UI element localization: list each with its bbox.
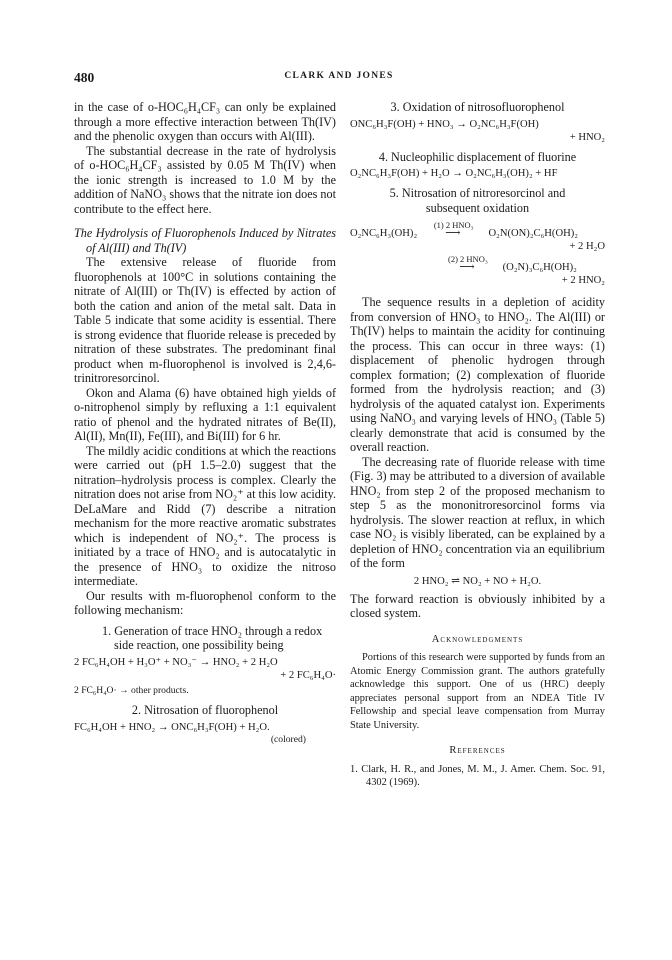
right-column xyxy=(350,100,605,790)
paragraph: Okon and Alama (6) have obtained high yields of o-nitrophenol simply by refluxing a 1:1 equivalent ratio of phenol and the hydrated nitrates of Be(II), Al(II), Mn(II), Fe(III), and Bi(III) for 6 hr. xyxy=(74,385,336,443)
page-number: 480 xyxy=(74,70,95,85)
reaction-arrow: (1) 2 HNO₃ ⟶ xyxy=(433,220,474,239)
paragraph: Our results with m-fluorophenol conform to the following mechanism: xyxy=(74,588,336,617)
references-title: References xyxy=(449,745,506,756)
arrow-label-2: (2) 2 HNO₃ xyxy=(448,254,488,264)
equation-5-product-2: (O₂N)₃C₆H(OH)₂ xyxy=(502,262,577,273)
paragraph: The decreasing rate of fluoride release with time (Fig. 3) may be attributed to a diversion of available HNO₂ from step 2 of the proposed mechanism to step 5 as the mononitroresorcinol forms via hydrolysis. The slower reaction at reflux, in which case NO₂ is visibly liberated, can be explained by a depletion of HNO₂ concentration via an equilibrium of the form xyxy=(350,454,605,570)
equation-1a: 2 FC₆H₄OH + H₃O⁺ + NO₃⁻ → HNO₂ + 2 H₂O xyxy=(74,656,278,668)
equation-5-product-1: O₂N(ON)₂C₆H(OH)₂ xyxy=(488,228,578,239)
mechanism-step-3: 3. Oxidation of nitrosofluorophenol xyxy=(390,100,565,114)
mechanism-step-4: 4. Nucleophilic displacement of fluorine xyxy=(378,149,577,164)
paragraph: The sequence results in a depletion of acidity from conversion of HNO₃ to HNO₂. The Al(III) or Th(IV) helps to maintain the acidity for continuing the process. This can occur in three ways: (1) displacement of phenolic hydrogen through complex formation; (2) complexation of fluoride formed from the hydrolysis reaction; and (3) hydrolysis of the aquated catalyst ion. Experiments using NaNO₃ and varying levels of HNO₃ (Table 5) clearly demonstrate that acid is consumed by the overall reaction. xyxy=(350,295,605,454)
reference-item: 1. Clark, H. R., and Jones, M. M., J. Amer. Chem. Soc. 91, 4302 (1969). xyxy=(350,763,605,788)
mechanism-step-2: 2. Nitrosation of fluorophenol xyxy=(131,703,279,717)
paragraph: The extensive release of fluoride from fluorophenols at 100°C in solutions containing the nitrate of Al(III) or Th(IV) is effected by action of both the cation and anion of the metal salt. Data in Table 5 indicate that some acidity is essential. There is strong evidence that fluoride release is preceded by nitration of these substrates. The predominant final product when m-fluorophenol is involved is 2,4,6-trinitroresorcinol. xyxy=(74,255,336,385)
arrow-label-1: (1) 2 HNO₃ xyxy=(433,220,474,230)
paragraph: The forward reaction is obviously inhibited by a closed system. xyxy=(350,591,605,620)
mechanism-step-5: 5. Nitrosation of nitroresorcinol and xyxy=(389,186,566,200)
paragraph: in the case of o-HOC₆H₄CF₃ can only be explained through a more effective interaction between Th(IV) and the phenolic oxygen than occurs with Al(III). xyxy=(74,100,336,143)
equation-5-line-1 xyxy=(350,220,605,240)
running-head: CLARK AND JONES xyxy=(284,71,394,81)
equation-1c: 2 FC₆H₄O· → other products. xyxy=(74,684,189,696)
equation-6: 2 HNO₂ ⇌ NO₂ + NO + H₂O. xyxy=(413,575,542,587)
left-column xyxy=(74,100,336,746)
page-header xyxy=(74,70,604,88)
mechanism-step-5-sub: subsequent oxidation xyxy=(425,200,530,215)
equation-5-reactant: O₂NC₆H₃(OH)₂ xyxy=(350,228,418,239)
equation-1b: + 2 FC₆H₄O· xyxy=(280,669,336,681)
paragraph: The mildly acidic conditions at which the reactions were carried out (pH 1.5–2.0) suggest that the nitration–hydrolysis process is complex. Clearly the nitration does not arise from NO₂⁺ at this low acidity. DeLaMare and Ridd (7) describe a nitration mechanism for the more reactive aromatic substrates which is independent of NO₂⁺. The process is initiated by a trace of HNO₂ and is autocatalytic in the presence of HNO₃ to oxidize the nitroso intermediate. xyxy=(74,443,336,588)
equation-3a: ONC₆H₃F(OH) + HNO₃ → O₂NC₆H₃F(OH) xyxy=(350,118,539,130)
equation-5-line-2 xyxy=(350,254,605,274)
equation-3b: + HNO₂ xyxy=(569,131,605,143)
equation-5-tail-2: + 2 HNO₂ xyxy=(561,275,605,286)
equation-5-tail-1: + 2 H₂O xyxy=(569,241,605,252)
section-title: The Hydrolysis of Fluorophenols Induced by Nitrates of Al(III) and Th(IV) xyxy=(74,226,336,255)
equation-4: O₂NC₆H₃F(OH) + H₂O → O₂NC₆H₃(OH)₂ + HF xyxy=(350,168,558,179)
reaction-arrow: (2) 2 HNO₃ ⟶ xyxy=(448,254,488,273)
paragraph: The substantial decrease in the rate of hydrolysis of o-HOC₆H₄CF₃ assisted by 0.05 M Th(IV) when the ionic strength is increased to 1.0 M by the addition of NaNO₃ shows that the nitrate ion does not contribute to the effect here. xyxy=(74,143,336,216)
acknowledgments-text: Portions of this research were supported by funds from an Atomic Energy Commission grant. The authors gratefully acknowledge this support. One of us (HRC) deeply appreciates personal support from an NDEA Title IV Fellowship and special leave compensation from Murray State University. xyxy=(350,652,605,731)
equation-2: FC₆H₄OH + HNO₂ → ONC₆H₃F(OH) + H₂O. xyxy=(74,721,270,733)
acknowledgments-title: Acknowledgments xyxy=(431,633,524,645)
mechanism-step-1: 1. Generation of trace HNO₂ through a redox side reaction, one possibility being xyxy=(102,623,323,652)
equation-2-note: (colored) xyxy=(270,733,306,745)
